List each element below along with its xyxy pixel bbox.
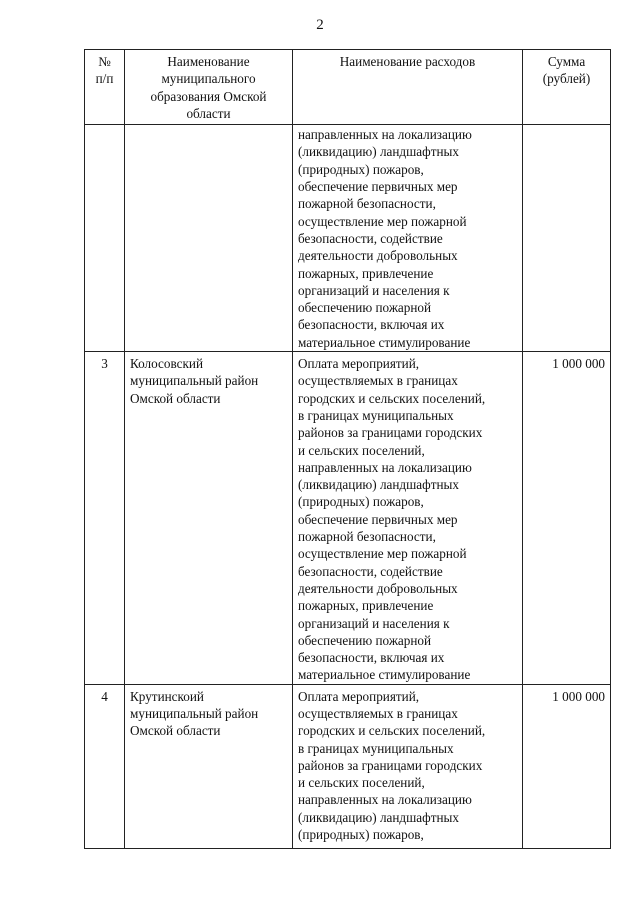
- cell-expense: [293, 352, 523, 685]
- cell-sum: 1 000 000: [523, 352, 611, 685]
- cell-municipality: [125, 684, 293, 848]
- expense-line: обеспечению пожарной: [298, 300, 432, 316]
- expense-line: (ликвидацию) ландшафтных: [298, 809, 459, 825]
- expense-line: направленных на локализацию: [298, 459, 472, 475]
- header-sum: [523, 50, 611, 125]
- expense-line: (природных) пожаров,: [298, 827, 424, 843]
- header-sum-line: Сумма: [547, 54, 586, 69]
- municipality-line: Крутинскоий: [130, 688, 204, 704]
- header-municipality-line: образования Омской: [150, 88, 267, 104]
- expense-line: осуществляемых в границах: [298, 373, 458, 389]
- table-row-continued: [85, 125, 611, 352]
- expense-line: (ликвидацию) ландшафтных: [298, 477, 459, 493]
- expense-line: направленных на локализацию: [298, 792, 472, 808]
- cell-municipality: [125, 125, 293, 352]
- header-number-line: №: [98, 54, 111, 69]
- header-expense-line: Наименование расходов: [339, 54, 476, 69]
- expense-line: материальное стимулирование: [298, 334, 471, 350]
- header-number: [85, 50, 125, 125]
- expense-line: безопасности, включая их: [298, 650, 445, 666]
- expense-line: (природных) пожаров,: [298, 494, 424, 510]
- expense-line: и сельских поселений,: [298, 775, 425, 791]
- expense-line: материальное стимулирование: [298, 667, 471, 683]
- header-municipality-line: Наименование: [167, 54, 250, 69]
- municipality-line: Омской области: [130, 723, 221, 739]
- expense-line: пожарной безопасности,: [298, 196, 436, 212]
- expense-line: в границах муниципальных: [298, 740, 454, 756]
- expense-line: районов за границами городских: [298, 757, 483, 773]
- expense-line: обеспечение первичных мер: [298, 511, 458, 527]
- expense-line: в границах муниципальных: [298, 407, 454, 423]
- table-header-row: [85, 50, 611, 125]
- expense-line: организаций и населения к: [298, 615, 450, 631]
- cell-expense: [293, 125, 523, 352]
- expense-line: обеспечению пожарной: [298, 632, 432, 648]
- expense-line: городских и сельских поселений,: [298, 723, 486, 739]
- expense-line: пожарных, привлечение: [298, 265, 434, 281]
- expense-line: осуществление мер пожарной: [298, 546, 467, 562]
- municipality-line: муниципальный район: [130, 373, 259, 389]
- expense-line: деятельности добровольных: [298, 248, 458, 264]
- header-municipality-line: области: [186, 105, 231, 121]
- cell-number: [85, 125, 125, 352]
- expense-line: безопасности, включая их: [298, 317, 445, 333]
- municipality-line: Колосовский: [130, 356, 204, 372]
- table-row: [85, 352, 611, 685]
- expense-line: Оплата мероприятий,: [298, 688, 420, 704]
- expense-line: районов за границами городских: [298, 425, 483, 441]
- expense-line: организаций и населения к: [298, 282, 450, 298]
- table-row: [85, 684, 611, 848]
- municipality-line: Омской области: [130, 390, 221, 406]
- header-municipality-line: муниципального: [161, 71, 256, 87]
- cell-municipality: [125, 352, 293, 685]
- expense-line: осуществление мер пожарной: [298, 213, 467, 229]
- expense-table: [84, 49, 611, 849]
- cell-expense: [293, 684, 523, 848]
- expense-line: направленных на локализацию: [298, 127, 472, 143]
- page-number: 2: [316, 17, 324, 33]
- expense-line: пожарной безопасности,: [298, 529, 436, 545]
- expense-line: и сельских поселений,: [298, 442, 425, 458]
- expense-line: безопасности, содействие: [298, 563, 443, 579]
- expense-line: безопасности, содействие: [298, 230, 443, 246]
- expense-line: (ликвидацию) ландшафтных: [298, 144, 459, 160]
- header-sum-line: (рублей): [542, 71, 591, 87]
- municipality-line: муниципальный район: [130, 705, 259, 721]
- header-number-line: п/п: [95, 71, 114, 87]
- header-municipality: [125, 50, 293, 125]
- cell-number: 4: [85, 684, 125, 848]
- expense-line: деятельности добровольных: [298, 580, 458, 596]
- cell-sum: [523, 125, 611, 352]
- expense-line: пожарных, привлечение: [298, 598, 434, 614]
- expense-line: обеспечение первичных мер: [298, 179, 458, 195]
- expense-line: (природных) пожаров,: [298, 161, 424, 177]
- cell-number: 3: [85, 352, 125, 685]
- expense-line: городских и сельских поселений,: [298, 390, 486, 406]
- cell-sum: 1 000 000: [523, 684, 611, 848]
- header-expense: [293, 50, 523, 125]
- expense-line: осуществляемых в границах: [298, 705, 458, 721]
- expense-line: Оплата мероприятий,: [298, 356, 420, 372]
